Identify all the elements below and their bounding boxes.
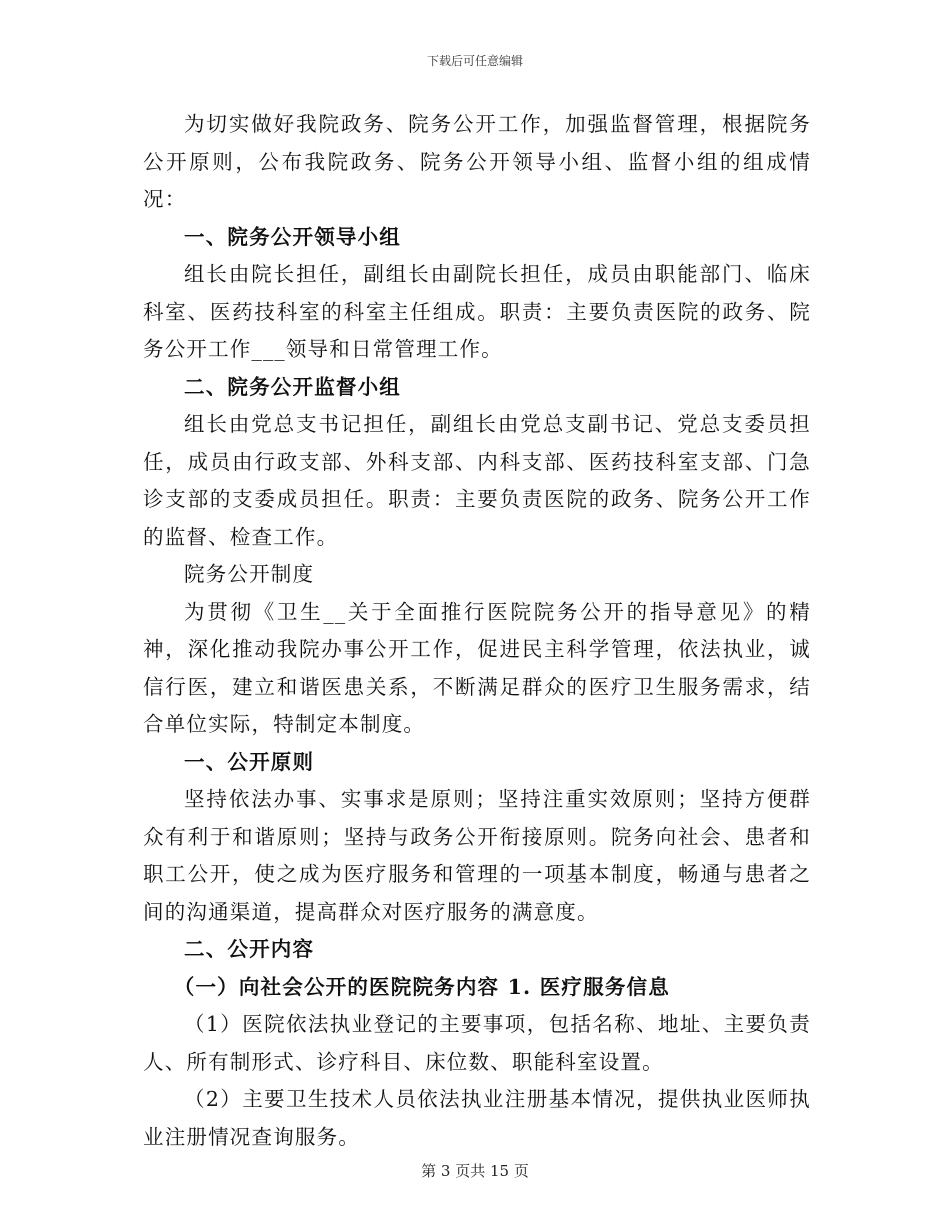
document-body (143, 106, 811, 1156)
purpose-paragraph: 为贯彻《卫生__关于全面推行医院院务公开的指导意见》的精神，深化推动我院办事公开工作，促进民主科学管理，依法执业，诚信行医，建立和谐医患关系，不断满足群众的医疗卫生服务需求，结合单位实际，特制定本制度。 (143, 599, 811, 736)
leadership-paragraph: 组长由院长担任，副组长由副院长担任，成员由职能部门、临床科室、医药技科室的科室主任组成。职责：主要负责医院的政务、院务公开工作___领导和日常管理工作。 (143, 262, 811, 361)
system-title: 院务公开制度 (184, 562, 315, 586)
item-paragraph-2: （2）主要卫生技术人员依法执业注册基本情况，提供执业医师执业注册情况查询服务。 (143, 1087, 811, 1149)
page-footer: 第 3 页共 15 页 (421, 1162, 529, 1180)
section-heading-supervision: 二、院务公开监督小组 (184, 374, 401, 399)
page-header: 下载后可任意编辑 (426, 54, 523, 68)
intro-paragraph: 为切实做好我院政务、院务公开工作，加强监督管理，根据院务公开原则，公布我院政务、院务公开领导小组、监督小组的组成情况： (143, 112, 811, 211)
item-paragraph-1: （1）医院依法执业登记的主要事项，包括名称、地址、主要负责人、所有制形式、诊疗科目、床位数、职能科室设置。 (143, 1012, 811, 1074)
section-heading-principles: 一、公开原则 (184, 749, 315, 774)
section-heading-leadership: 一、院务公开领导小组 (184, 224, 401, 249)
section-heading-content: 二、公开内容 (184, 937, 315, 961)
principles-paragraph: 坚持依法办事、实事求是原则；坚持注重实效原则；坚持方便群众有利于和谐原则；坚持与政务公开衔接原则。院务向社会、患者和职工公开，使之成为医疗服务和管理的一项基本制度，畅通与患者之间的沟通渠道，提高群众对医疗服务的满意度。 (143, 787, 811, 924)
supervision-paragraph: 组长由党总支书记担任，副组长由党总支副书记、党总支委员担任，成员由行政支部、外科支部、内科支部、医药技科室支部、门急诊支部的支委成员担任。职责：主要负责医院的政务、院务公开工作的监督、检查工作。 (143, 412, 811, 549)
subsection-heading-public: （一）向社会公开的医院院务内容 1. 医疗服务信息 (173, 974, 670, 999)
